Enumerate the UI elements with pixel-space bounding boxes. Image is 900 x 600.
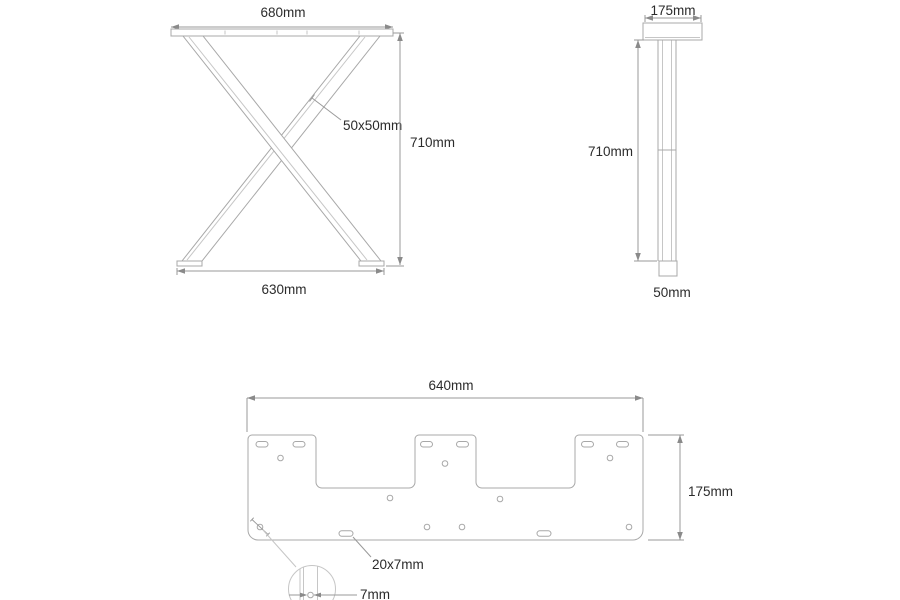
- slot: [256, 442, 268, 448]
- dimension-plate-height: [648, 435, 733, 540]
- dimension-top-width: [171, 5, 393, 30]
- dimension-label-plate-height: 175mm: [688, 484, 734, 499]
- slot: [617, 442, 629, 448]
- foot-pad-right: [359, 261, 384, 266]
- front-view-drawing: [171, 5, 455, 297]
- arrowhead: [635, 395, 643, 401]
- dimension-bottom-width: [177, 268, 384, 297]
- slot: [421, 442, 433, 448]
- hole: [278, 455, 284, 461]
- arrowhead: [677, 532, 683, 540]
- side-view-drawing: [588, 3, 702, 300]
- dimension-label-plate-width: 640mm: [428, 378, 474, 393]
- dimension-side-height: [588, 40, 657, 261]
- hole: [497, 496, 503, 502]
- dimension-label-side-height: 710mm: [587, 144, 633, 159]
- dimension-side-width: [645, 3, 701, 22]
- dimension-plate-width: [247, 378, 643, 432]
- leader-slot-size: [353, 537, 424, 572]
- foot-pad-left: [177, 261, 202, 266]
- arrowhead: [376, 268, 384, 274]
- mounting-plate-drawing: [247, 378, 733, 600]
- dimension-label-front-height: 710mm: [410, 135, 456, 150]
- dimension-label-side-width: 175mm: [650, 3, 696, 18]
- arrowhead: [247, 395, 255, 401]
- dimension-label-side-foot: 50mm: [653, 285, 691, 300]
- x-frame-tubes: [182, 36, 381, 261]
- table-top-bar: [171, 29, 393, 36]
- slot: [537, 531, 551, 537]
- slot: [582, 442, 594, 448]
- hole: [607, 455, 613, 461]
- arrowhead: [397, 257, 403, 265]
- side-top-plate: [643, 23, 702, 40]
- hole: [387, 495, 393, 501]
- side-column-tube: [658, 40, 676, 261]
- dimension-label-hole-diameter: 7mm: [360, 587, 390, 600]
- side-foot: [659, 261, 677, 276]
- hole: [459, 524, 465, 530]
- dimension-label-slot-size: 20x7mm: [372, 557, 424, 572]
- hole: [626, 524, 632, 530]
- arrowhead: [177, 268, 185, 274]
- slot: [457, 442, 469, 448]
- dimension-label-front-top-width: 680mm: [260, 5, 306, 20]
- dimension-front-height: [386, 33, 455, 266]
- arrowhead: [635, 253, 641, 261]
- dimension-label-front-bottom-width: 630mm: [261, 282, 307, 297]
- hole: [442, 461, 448, 467]
- arrowhead: [677, 435, 683, 443]
- arrowhead: [397, 33, 403, 41]
- arrowhead: [635, 40, 641, 48]
- hole: [424, 524, 430, 530]
- slot: [293, 442, 305, 448]
- dimension-label-tube-profile: 50x50mm: [343, 118, 403, 133]
- mounting-plate-outline: [248, 435, 643, 540]
- magnified-hole: [308, 592, 314, 598]
- slot: [339, 531, 353, 537]
